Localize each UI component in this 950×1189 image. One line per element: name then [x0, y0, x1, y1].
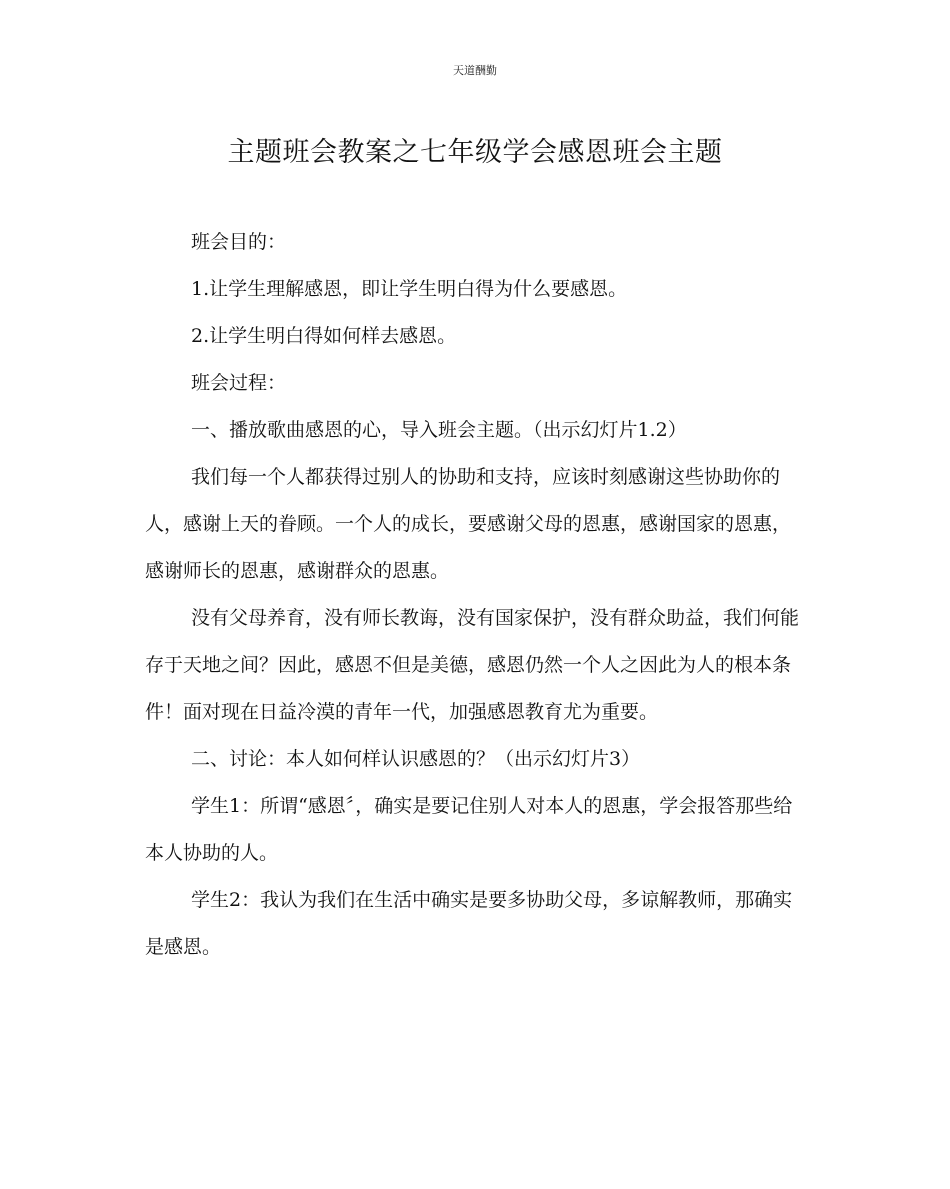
paragraph-purpose-heading: 班会目的：	[191, 231, 287, 253]
document-body	[145, 219, 805, 971]
document-title: 主题班会教案之七年级学会感恩班会主题	[227, 137, 723, 168]
paragraph-student-2: 学生2：我认为我们在生活中确实是要多协助父母，多谅解教师，那确实是感恩。	[145, 889, 793, 958]
paragraph-step-2: 二、讨论：本人如何样认识感恩的？（出示幻灯片3）	[191, 748, 641, 770]
page-header: 天道酬勤	[453, 64, 497, 77]
paragraph-purpose-1: 1.让学生理解感恩，即让学生明白得为什么要感恩。	[191, 278, 628, 300]
paragraph-purpose-2: 2.让学生明白得如何样去感恩。	[191, 325, 457, 347]
paragraph-gratitude-importance: 没有父母养育，没有师长教诲，没有国家保护，没有群众助益，我们何能存于天地之间？因此，感恩不但是美德，感恩仍然一个人之因此为人的根本条件！面对现在日益冷漠的青年一代，加强感恩教育尤为重要。	[145, 607, 800, 723]
paragraph-student-1: 学生1：所谓“感恩〞，确实是要记住别人对本人的恩惠，学会报答那些给本人协助的人。	[145, 795, 793, 864]
paragraph-step-1: 一、播放歌曲感恩的心，导入班会主题。（出示幻灯片1.2）	[191, 419, 687, 441]
paragraph-gratitude-intro: 我们每一个人都获得过别人的协助和支持，应该时刻感谢这些协助你的人，感谢上天的眷顾。一个人的成长，要感谢父母的恩惠，感谢国家的恩惠，感谢师长的恩惠，感谢群众的恩惠。	[145, 466, 792, 582]
paragraph-process-heading: 班会过程：	[191, 372, 287, 394]
